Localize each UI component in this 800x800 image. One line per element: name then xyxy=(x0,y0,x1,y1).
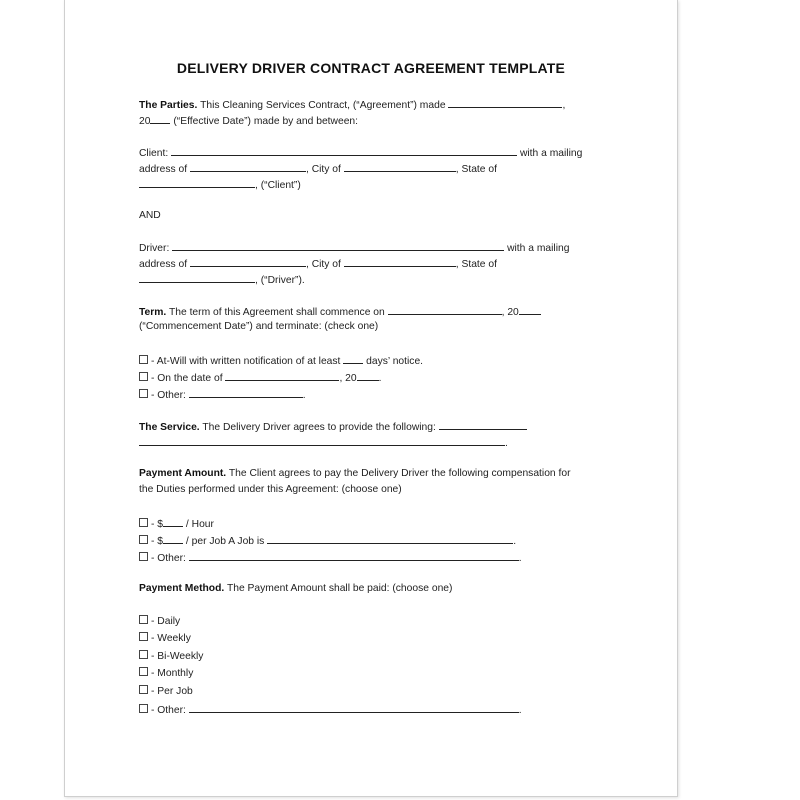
hourly-checkbox[interactable] xyxy=(139,518,148,527)
payment-amount-text: The Client agrees to pay the Delivery Driver the following compensation for xyxy=(228,468,571,479)
payment-other-text: - Other: xyxy=(151,553,186,564)
driver-mailing-text: with a mailing xyxy=(507,243,570,254)
payment-amount-heading: Payment Amount. xyxy=(139,468,227,479)
term-option-date xyxy=(139,370,382,385)
driver-line-3 xyxy=(139,272,305,287)
and-text: AND xyxy=(139,210,161,221)
job-definition-blank[interactable] xyxy=(267,533,513,544)
payment-option-job xyxy=(139,533,516,548)
method-option-other xyxy=(139,702,522,717)
per-job-text-2: / per Job A Job is xyxy=(185,536,265,547)
term-year-prefix: , 20 xyxy=(501,307,519,318)
effective-date-text: (“Effective Date”) made by and between: xyxy=(173,116,359,127)
term-text-2: (“Commencement Date”) and terminate: (check one) xyxy=(139,321,379,332)
end-date-blank[interactable] xyxy=(225,370,339,381)
payment-other-blank[interactable] xyxy=(189,550,519,561)
term-text: The term of this Agreement shall commence on xyxy=(168,307,385,318)
driver-name-blank[interactable] xyxy=(172,240,504,251)
term-line-1 xyxy=(139,304,541,319)
method-option-weekly xyxy=(139,632,191,645)
bi-weekly-label: - Bi-Weekly xyxy=(151,651,204,662)
driver-line-2 xyxy=(139,256,497,271)
payment-method-text: The Payment Amount shall be paid: (choose one) xyxy=(226,583,453,594)
weekly-checkbox[interactable] xyxy=(139,632,148,641)
commencement-year-blank[interactable] xyxy=(519,304,541,315)
service-blank-1[interactable] xyxy=(439,419,527,430)
daily-checkbox[interactable] xyxy=(139,615,148,624)
per-job-rate-blank[interactable] xyxy=(163,533,183,544)
service-heading: The Service. xyxy=(139,422,200,433)
service-line-1 xyxy=(139,419,527,434)
effective-year-blank[interactable] xyxy=(150,113,170,124)
method-other-label: - Other: xyxy=(151,705,186,716)
method-option-daily xyxy=(139,615,180,628)
monthly-checkbox[interactable] xyxy=(139,667,148,676)
monthly-label: - Monthly xyxy=(151,668,194,679)
payment-option-hour xyxy=(139,516,214,531)
driver-city-blank[interactable] xyxy=(344,256,456,267)
term-option-other xyxy=(139,387,306,402)
per-job-text: - $ xyxy=(151,536,164,547)
client-address-label: address of xyxy=(139,164,188,175)
client-name-blank[interactable] xyxy=(171,145,517,156)
agreement-date-blank[interactable] xyxy=(448,97,562,108)
per-job-method-checkbox[interactable] xyxy=(139,685,148,694)
client-city-blank[interactable] xyxy=(344,161,456,172)
method-option-per-job xyxy=(139,685,193,698)
parties-text: This Cleaning Services Contract, (“Agreement”) made xyxy=(200,100,446,111)
method-option-monthly xyxy=(139,667,193,680)
term-other-end: . xyxy=(302,390,306,401)
document-page xyxy=(64,0,678,797)
payment-option-other xyxy=(139,550,522,565)
service-text: The Delivery Driver agrees to provide the following: xyxy=(202,422,436,433)
end-year-blank[interactable] xyxy=(357,370,379,381)
notice-days-blank[interactable] xyxy=(343,353,363,364)
payment-amount-line-1 xyxy=(139,467,571,480)
driver-line-1 xyxy=(139,240,569,255)
client-line-1 xyxy=(139,145,582,160)
client-address-blank[interactable] xyxy=(190,161,306,172)
payment-method-heading: Payment Method. xyxy=(139,583,225,594)
client-state-label: , State of xyxy=(455,164,497,175)
client-state-blank[interactable] xyxy=(139,177,255,188)
weekly-label: - Weekly xyxy=(151,633,191,644)
driver-state-label: , State of xyxy=(455,259,497,270)
payment-amount-line-2 xyxy=(139,483,402,496)
term-other-text: - Other: xyxy=(151,390,186,401)
client-label: Client: xyxy=(139,148,169,159)
bi-weekly-checkbox[interactable] xyxy=(139,650,148,659)
parties-line-1 xyxy=(139,97,565,112)
at-will-text-2: days’ notice. xyxy=(366,356,424,367)
on-date-year-prefix: , 20 xyxy=(339,373,357,384)
method-other-end: . xyxy=(518,705,522,716)
service-line-2 xyxy=(139,435,508,450)
on-date-end: . xyxy=(378,373,382,384)
payment-other-checkbox[interactable] xyxy=(139,552,148,561)
driver-role: , (“Driver”). xyxy=(255,275,305,286)
on-date-text: - On the date of xyxy=(151,373,223,384)
method-other-blank[interactable] xyxy=(189,702,519,713)
driver-city-label: , City of xyxy=(305,259,341,270)
payment-other-end: . xyxy=(518,553,522,564)
client-city-label: , City of xyxy=(305,164,341,175)
service-blank-2[interactable] xyxy=(139,435,505,446)
on-date-checkbox[interactable] xyxy=(139,372,148,381)
per-job-checkbox[interactable] xyxy=(139,535,148,544)
hourly-text: - $ xyxy=(151,519,164,530)
document-title: DELIVERY DRIVER CONTRACT AGREEMENT TEMPLATE xyxy=(176,60,566,76)
payment-amount-text-2: the Duties performed under this Agreement: (choose one) xyxy=(139,484,402,495)
per-job-method-label: - Per Job xyxy=(151,686,193,697)
method-other-checkbox[interactable] xyxy=(139,704,148,713)
client-mailing-text: with a mailing xyxy=(519,148,583,159)
client-line-2 xyxy=(139,161,497,176)
driver-state-blank[interactable] xyxy=(139,272,255,283)
hourly-text-2: / Hour xyxy=(185,519,214,530)
payment-method-line-1 xyxy=(139,582,452,595)
term-other-checkbox[interactable] xyxy=(139,389,148,398)
term-other-blank[interactable] xyxy=(189,387,303,398)
daily-label: - Daily xyxy=(151,616,181,627)
term-option-at-will xyxy=(139,353,423,368)
driver-address-blank[interactable] xyxy=(190,256,306,267)
commencement-date-blank[interactable] xyxy=(388,304,502,315)
parties-heading: The Parties. xyxy=(139,100,198,111)
at-will-checkbox[interactable] xyxy=(139,355,148,364)
method-option-bi-weekly xyxy=(139,650,203,663)
parties-line-2 xyxy=(139,113,358,128)
per-job-end: . xyxy=(513,536,517,547)
hourly-rate-blank[interactable] xyxy=(163,516,183,527)
client-line-3 xyxy=(139,177,301,192)
term-heading: Term. xyxy=(139,307,167,318)
term-line-2 xyxy=(139,320,378,333)
driver-address-label: address of xyxy=(139,259,188,270)
year-prefix: 20 xyxy=(139,116,151,127)
parties-line-1-end: , xyxy=(562,100,566,111)
driver-label: Driver: xyxy=(139,243,170,254)
at-will-text: - At-Will with written notification of at least xyxy=(151,356,341,367)
service-end: . xyxy=(505,438,508,449)
client-role: , (“Client”) xyxy=(255,180,301,191)
